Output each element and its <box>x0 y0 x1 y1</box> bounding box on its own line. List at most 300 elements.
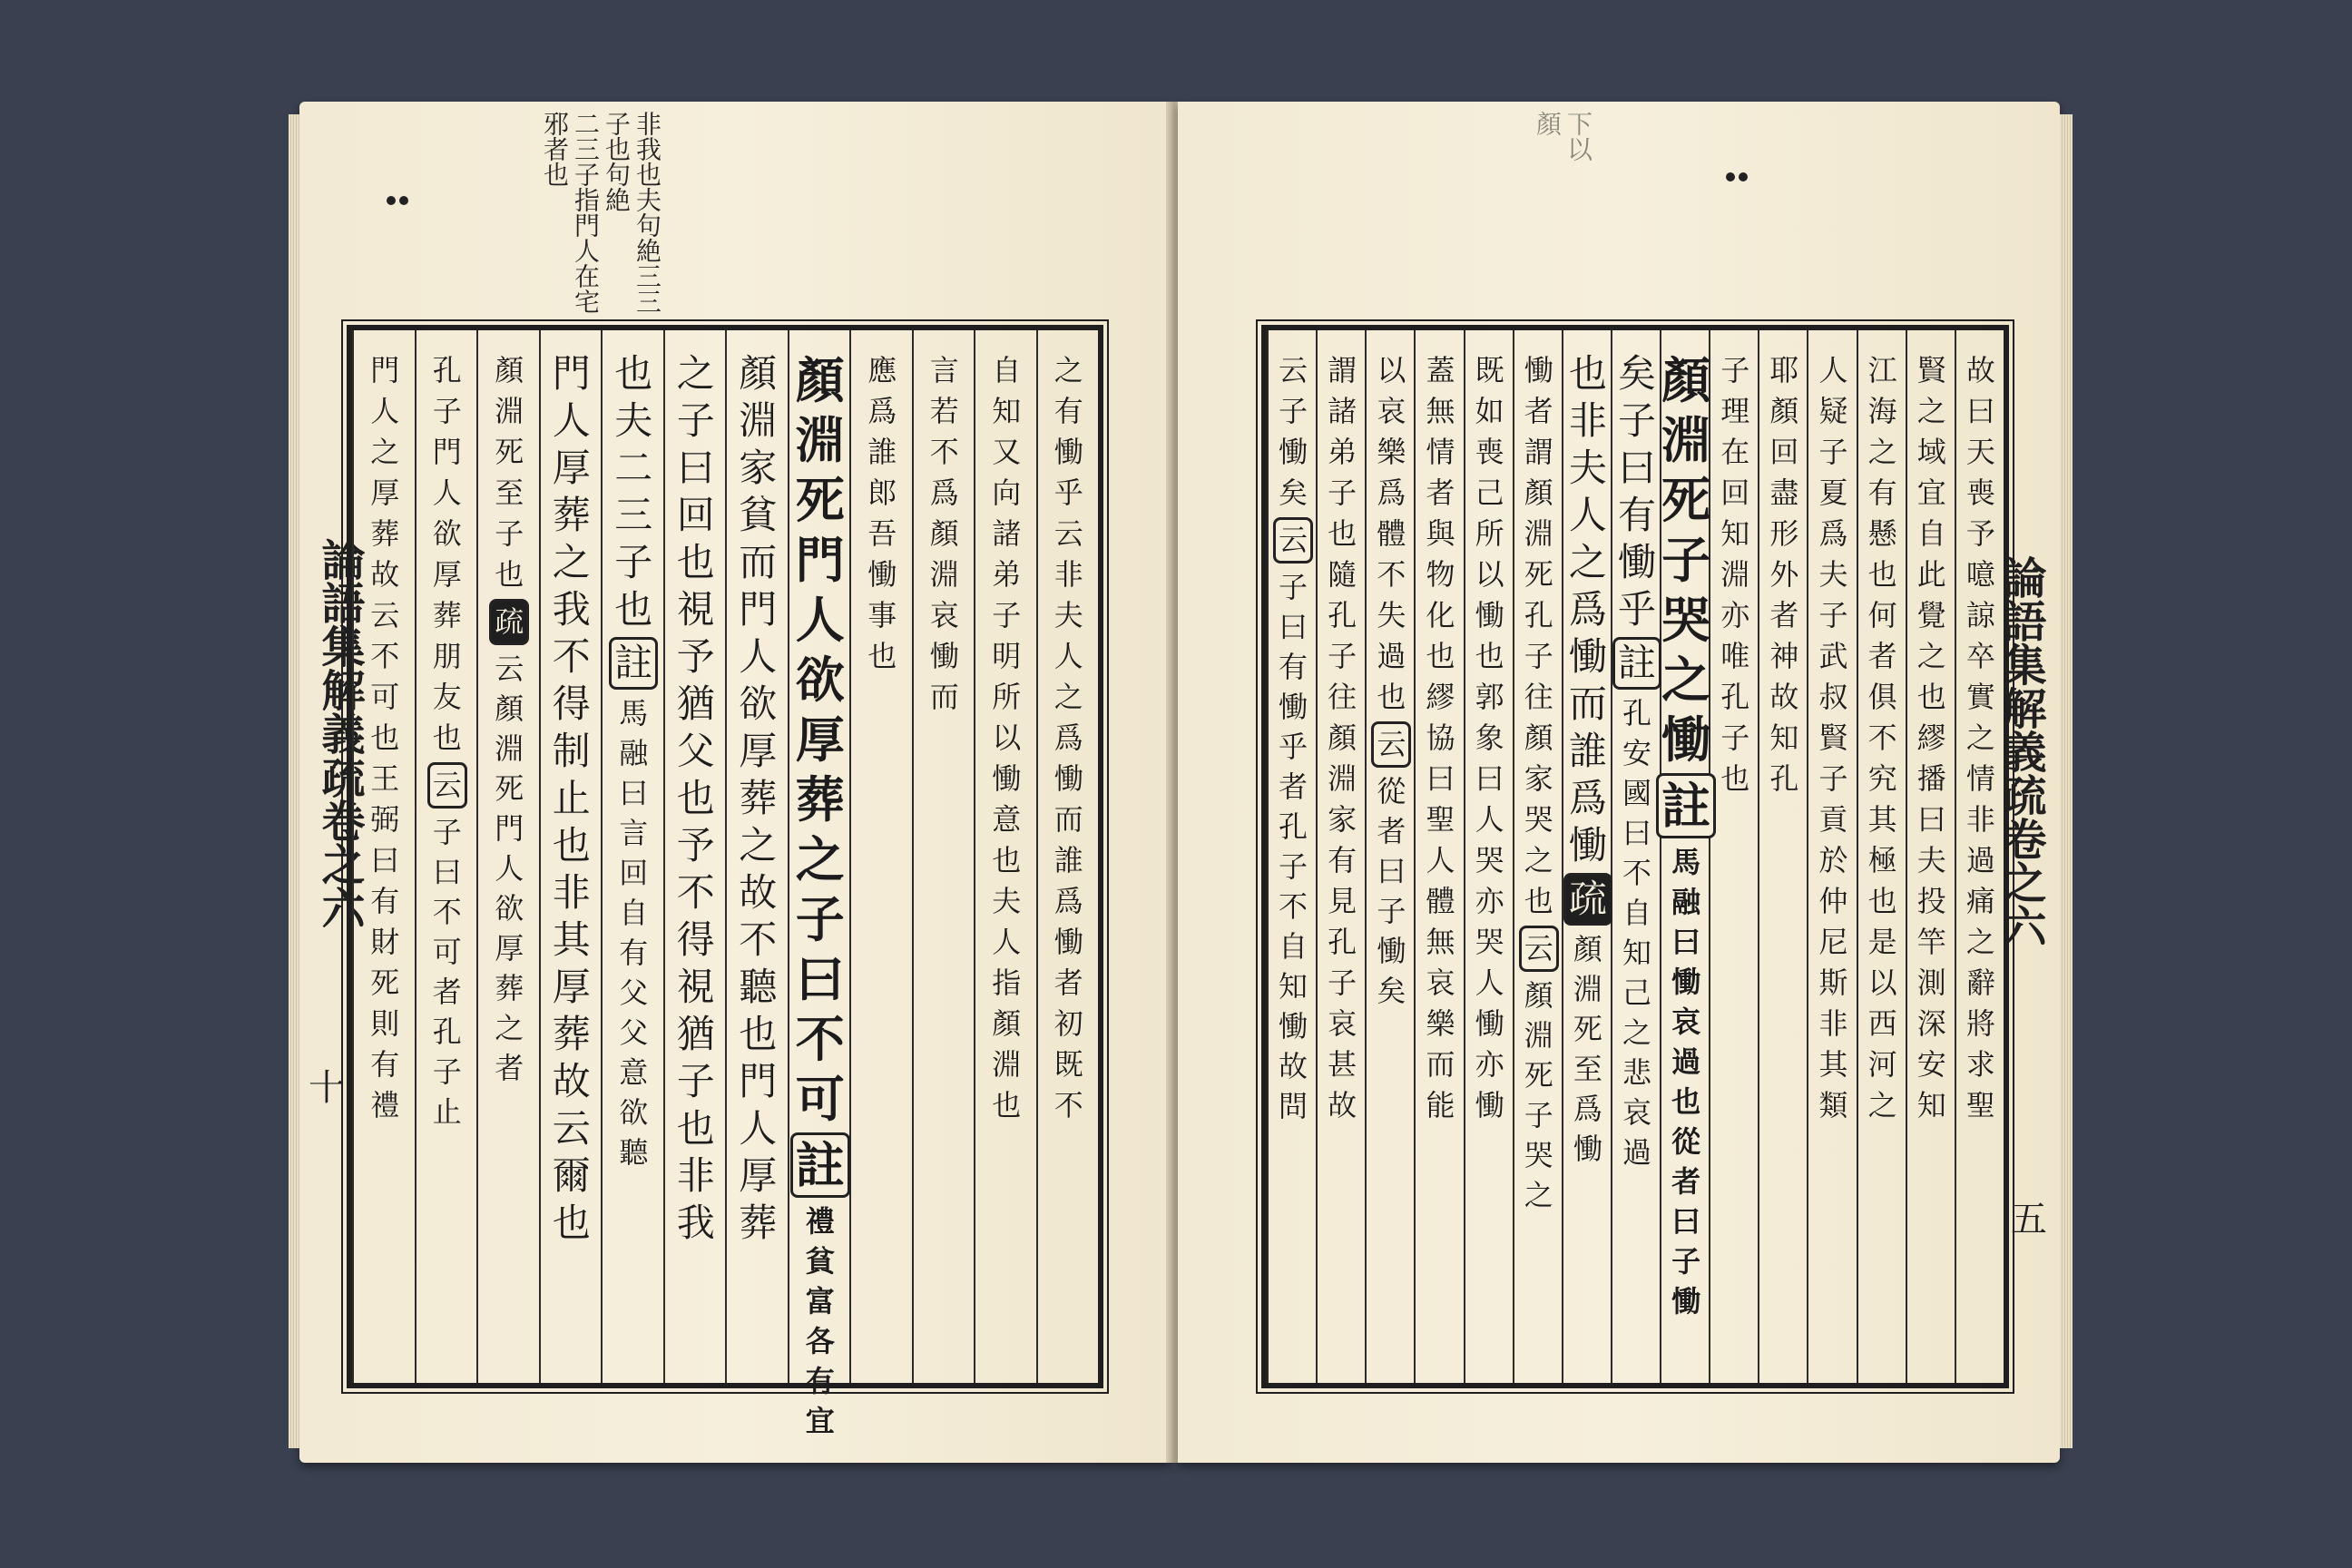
glyph: 人 <box>1054 639 1083 673</box>
glyph: 慟 <box>1568 634 1607 679</box>
glyph: 吾 <box>867 516 897 551</box>
glyph: 厚 <box>370 475 400 510</box>
glyph: 慟 <box>867 557 897 592</box>
text-column <box>1365 330 1416 1383</box>
glyph: 淵 <box>739 398 778 443</box>
commentary-marker: 註 <box>609 637 658 690</box>
text-column <box>476 330 541 1383</box>
book-spread <box>299 102 2060 1463</box>
glyph: 人 <box>795 591 845 649</box>
commentary-marker: 註 <box>790 1132 850 1198</box>
glyph: 自 <box>1279 929 1308 964</box>
glyph: 既 <box>1054 1047 1083 1082</box>
glyph: 盡 <box>1769 475 1799 510</box>
glyph: 悲 <box>1622 1055 1651 1090</box>
glyph: 也 <box>1524 884 1553 918</box>
glyph: 顏 <box>739 351 778 396</box>
glyph: 從 <box>1377 774 1406 808</box>
glyph: 爲 <box>1818 516 1848 551</box>
glyph: 江 <box>1867 353 1897 387</box>
margin-note-right <box>1532 111 1593 256</box>
glyph: 也 <box>614 351 653 396</box>
text-column <box>1709 330 1759 1383</box>
glyph: 尼 <box>1818 925 1848 959</box>
glyph: 矣 <box>1279 475 1308 510</box>
glyph: 子 <box>1328 475 1357 510</box>
glyph: 故 <box>1965 353 1995 387</box>
glyph: 以 <box>992 720 1022 755</box>
glyph: 子 <box>432 1054 462 1089</box>
glyph: 有 <box>1054 394 1083 428</box>
glyph: 辭 <box>1965 965 1995 1000</box>
glyph: 子 <box>614 540 653 584</box>
glyph: 曰 <box>1279 610 1308 644</box>
glyph: 曰 <box>1475 761 1504 796</box>
glyph: 淵 <box>495 394 524 428</box>
glyph: 夫 <box>992 884 1022 918</box>
glyph: 淵 <box>1661 411 1711 469</box>
margin-note-line: 子也句絶 <box>602 111 632 212</box>
glyph: 制 <box>552 729 591 773</box>
glyph: 亦 <box>1475 1047 1504 1082</box>
glyph: 知 <box>1769 720 1799 755</box>
glyph: 子 <box>676 398 715 443</box>
text-column <box>1513 330 1563 1383</box>
glyph: 乎 <box>1617 587 1656 632</box>
glyph: 自 <box>992 353 1022 387</box>
glyph: 之 <box>1054 680 1083 714</box>
text-column <box>1807 330 1857 1383</box>
margin-note-line: 下以 <box>1563 111 1593 162</box>
glyph: 武 <box>1818 639 1848 673</box>
glyph: 富 <box>805 1284 835 1318</box>
glyph: 有 <box>1279 650 1308 684</box>
glyph: 子 <box>1818 435 1848 469</box>
glyph: 無 <box>1426 394 1455 428</box>
edge-page-number: 五 <box>2011 1199 2047 1240</box>
glyph: 哭 <box>1475 925 1504 959</box>
glyph: 厚 <box>495 931 524 965</box>
glyph: 之 <box>1054 353 1083 387</box>
glyph: 噫 <box>1965 557 1995 592</box>
text-column <box>352 330 416 1383</box>
glyph: 應 <box>867 353 897 387</box>
glyph: 海 <box>1867 394 1897 428</box>
glyph: 子 <box>1328 965 1357 1000</box>
glyph: 之 <box>370 435 400 469</box>
glyph: 也 <box>614 587 653 632</box>
text-column <box>912 330 976 1383</box>
margin-note-line: 二三子指門人在宅 <box>571 111 601 314</box>
glyph: 王 <box>370 761 400 796</box>
text-column <box>788 330 852 1438</box>
glyph: 聽 <box>739 965 778 1009</box>
glyph: 求 <box>1965 1047 1995 1082</box>
glyph: 欲 <box>739 681 778 726</box>
glyph: 予 <box>676 634 715 679</box>
glyph: 國 <box>1622 776 1651 810</box>
glyph: 域 <box>1916 435 1946 469</box>
glyph: 謂 <box>1328 353 1357 387</box>
glyph: 之 <box>1867 1088 1897 1122</box>
glyph: 弟 <box>1328 435 1357 469</box>
glyph: 二 <box>614 446 653 490</box>
glyph: 死 <box>1661 471 1711 529</box>
page-edge-stack <box>2060 114 2073 1448</box>
glyph: 往 <box>1524 680 1553 714</box>
glyph: 叔 <box>1818 680 1848 714</box>
glyph: 葬 <box>552 1012 591 1056</box>
glyph: 曰 <box>432 855 462 889</box>
glyph: 夫 <box>614 398 653 443</box>
glyph: 爾 <box>552 1153 591 1198</box>
glyph: 問 <box>1279 1089 1308 1123</box>
glyph: 弼 <box>370 802 400 837</box>
glyph: 夫 <box>1568 446 1607 490</box>
glyph: 慟 <box>992 761 1022 796</box>
glyph: 非 <box>552 870 591 915</box>
glyph: 究 <box>1867 761 1897 796</box>
glyph: 象 <box>1475 720 1504 755</box>
ink-dot <box>1739 172 1748 181</box>
glyph: 淵 <box>929 557 959 592</box>
glyph: 予 <box>676 823 715 867</box>
glyph: 非 <box>676 1153 715 1198</box>
glyph: 人 <box>370 394 400 428</box>
glyph: 而 <box>1426 1047 1455 1082</box>
glyph: 融 <box>619 736 649 770</box>
glyph: 失 <box>1377 598 1406 632</box>
glyph: 慟 <box>1573 1132 1602 1166</box>
glyph: 哭 <box>1661 591 1711 649</box>
glyph: 淵 <box>1328 761 1357 796</box>
glyph: 測 <box>1916 965 1946 1000</box>
glyph: 顏 <box>495 353 524 387</box>
commentary-marker: 云 <box>1273 517 1313 564</box>
margin-note-line: 非我也夫句絶三三 <box>632 111 662 314</box>
glyph: 淵 <box>992 1047 1022 1082</box>
glyph: 協 <box>1426 720 1455 755</box>
glyph: 知 <box>992 394 1022 428</box>
glyph: 哭 <box>1524 802 1553 837</box>
glyph: 也 <box>552 1200 591 1245</box>
glyph: 故 <box>739 870 778 915</box>
glyph: 子 <box>1818 598 1848 632</box>
glyph: 不 <box>1377 557 1406 592</box>
glyph: 非 <box>1965 802 1995 837</box>
glyph: 不 <box>676 870 715 915</box>
glyph: 河 <box>1867 1047 1897 1082</box>
glyph: 不 <box>370 639 400 673</box>
text-column <box>415 330 479 1383</box>
glyph: 孔 <box>432 353 462 387</box>
glyph: 爲 <box>1568 776 1607 820</box>
glyph: 顏 <box>1328 720 1357 755</box>
edge-book-title: 論語集解義疏卷之六 <box>1995 555 2046 947</box>
glyph: 顏 <box>1661 351 1711 409</box>
glyph: 也 <box>1916 680 1946 714</box>
glyph: 子 <box>1818 761 1848 796</box>
glyph: 極 <box>1867 843 1897 877</box>
glyph: 與 <box>1426 516 1455 551</box>
glyph: 融 <box>1671 885 1701 919</box>
text-column <box>601 330 665 1383</box>
glyph: 三 <box>614 493 653 537</box>
glyph: 乎 <box>1054 475 1083 510</box>
glyph: 門 <box>795 531 845 589</box>
glyph: 淵 <box>1524 1018 1553 1053</box>
glyph: 西 <box>1867 1006 1897 1041</box>
glyph: 言 <box>929 353 959 387</box>
right-page <box>1178 102 2060 1463</box>
glyph: 也 <box>1426 639 1455 673</box>
glyph: 宜 <box>805 1404 835 1438</box>
glyph: 既 <box>1475 353 1504 387</box>
glyph: 者 <box>1279 769 1308 804</box>
glyph: 子 <box>1671 1244 1701 1279</box>
glyph: 云 <box>1054 516 1083 551</box>
glyph: 諸 <box>1328 394 1357 428</box>
glyph: 可 <box>432 935 462 969</box>
text-column <box>1955 330 2005 1383</box>
glyph: 之 <box>739 823 778 867</box>
glyph: 其 <box>552 917 591 962</box>
glyph: 也 <box>1867 557 1897 592</box>
glyph: 言 <box>619 816 649 850</box>
glyph: 也 <box>676 1106 715 1151</box>
glyph: 俱 <box>1867 680 1897 714</box>
glyph: 安 <box>1916 1047 1946 1082</box>
glyph: 也 <box>1377 680 1406 714</box>
glyph: 也 <box>1720 761 1750 796</box>
glyph: 也 <box>495 557 524 592</box>
glyph: 意 <box>619 1055 649 1090</box>
glyph: 所 <box>1475 516 1504 551</box>
glyph: 欲 <box>619 1095 649 1130</box>
glyph: 也 <box>370 720 400 755</box>
glyph: 初 <box>1054 1006 1083 1041</box>
glyph: 淵 <box>495 731 524 766</box>
glyph: 至 <box>1573 1052 1602 1086</box>
glyph: 安 <box>1622 736 1651 770</box>
glyph: 己 <box>1622 975 1651 1010</box>
glyph: 人 <box>1426 843 1455 877</box>
glyph: 禮 <box>805 1204 835 1239</box>
glyph: 厚 <box>795 710 845 769</box>
text-column <box>1906 330 1956 1383</box>
glyph: 體 <box>1426 884 1455 918</box>
glyph: 又 <box>992 435 1022 469</box>
glyph: 謂 <box>1524 435 1553 469</box>
glyph: 投 <box>1916 884 1946 918</box>
glyph: 死 <box>795 471 845 529</box>
glyph: 不 <box>432 895 462 929</box>
glyph: 弟 <box>992 557 1022 592</box>
glyph: 慟 <box>1054 925 1083 959</box>
glyph: 顏 <box>929 516 959 551</box>
glyph: 有 <box>1867 475 1897 510</box>
glyph: 人 <box>1568 493 1607 537</box>
glyph: 孔 <box>432 1014 462 1049</box>
glyph: 爲 <box>1054 720 1083 755</box>
glyph: 孔 <box>1769 761 1799 796</box>
glyph: 人 <box>1818 353 1848 387</box>
glyph: 孔 <box>1524 598 1553 632</box>
glyph: 理 <box>1720 394 1750 428</box>
text-column <box>1562 330 1612 1383</box>
glyph: 不 <box>1867 720 1897 755</box>
glyph: 孔 <box>1279 809 1308 844</box>
glyph: 葬 <box>495 971 524 1005</box>
glyph: 慟 <box>1279 435 1308 469</box>
glyph: 人 <box>1475 965 1504 1000</box>
commentary-marker: 註 <box>1656 773 1716 838</box>
glyph: 夫 <box>1818 557 1848 592</box>
glyph: 顏 <box>1524 978 1553 1013</box>
commentary-marker: 註 <box>1612 637 1661 690</box>
glyph: 神 <box>1769 639 1799 673</box>
glyph: 樂 <box>1426 1006 1455 1041</box>
glyph: 子 <box>1524 639 1553 673</box>
glyph: 之 <box>1568 540 1607 584</box>
glyph: 自 <box>1916 516 1946 551</box>
glyph: 顏 <box>1769 394 1799 428</box>
glyph: 矣 <box>1617 351 1656 396</box>
glyph: 曰 <box>1916 802 1946 837</box>
left-page <box>299 102 1171 1463</box>
glyph: 厚 <box>739 1153 778 1198</box>
ink-dot <box>1726 172 1735 181</box>
glyph: 慟 <box>1617 540 1656 584</box>
glyph: 子 <box>432 815 462 849</box>
text-column <box>1758 330 1808 1383</box>
glyph: 禮 <box>370 1088 400 1122</box>
glyph: 體 <box>1377 516 1406 551</box>
glyph: 非 <box>1054 557 1083 592</box>
glyph: 不 <box>1054 1088 1083 1122</box>
text-column <box>663 330 728 1383</box>
glyph: 曰 <box>1426 761 1455 796</box>
glyph: 云 <box>1279 353 1308 387</box>
glyph: 故 <box>1279 1049 1308 1083</box>
glyph: 喪 <box>1965 475 1995 510</box>
glyph: 之 <box>1661 651 1711 709</box>
glyph: 孔 <box>1622 696 1651 730</box>
glyph: 者 <box>1671 1164 1701 1199</box>
glyph: 之 <box>1965 720 1995 755</box>
glyph: 止 <box>432 1094 462 1129</box>
glyph: 云 <box>552 1106 591 1151</box>
glyph: 自 <box>619 896 649 930</box>
glyph: 是 <box>1867 925 1897 959</box>
glyph: 聽 <box>619 1135 649 1170</box>
glyph: 者 <box>1426 475 1455 510</box>
glyph: 夫 <box>1054 598 1083 632</box>
glyph: 淵 <box>1573 972 1602 1006</box>
glyph: 父 <box>676 729 715 773</box>
glyph: 深 <box>1916 1006 1946 1041</box>
text-frame-left <box>347 325 1103 1438</box>
glyph: 之 <box>1622 1015 1651 1050</box>
glyph: 曰 <box>1671 1204 1701 1239</box>
glyph: 唯 <box>1720 639 1750 673</box>
glyph: 外 <box>1769 557 1799 592</box>
glyph: 子 <box>795 890 845 948</box>
glyph: 聖 <box>1965 1088 1995 1122</box>
glyph: 誰 <box>867 435 897 469</box>
glyph: 慟 <box>1279 1009 1308 1044</box>
glyph: 視 <box>676 587 715 632</box>
glyph: 意 <box>992 802 1022 837</box>
glyph: 回 <box>676 493 715 537</box>
glyph: 也 <box>1671 1084 1701 1119</box>
glyph: 子 <box>1524 1098 1553 1132</box>
glyph: 慟 <box>1568 823 1607 867</box>
text-column <box>539 330 603 1383</box>
glyph: 夫 <box>1916 843 1946 877</box>
glyph: 過 <box>1671 1044 1701 1079</box>
glyph: 慟 <box>1475 1006 1504 1041</box>
glyph: 顏 <box>992 1006 1022 1041</box>
glyph: 以 <box>1867 965 1897 1000</box>
glyph: 形 <box>1769 516 1799 551</box>
text-column <box>1414 330 1465 1383</box>
glyph: 哀 <box>1671 1004 1701 1039</box>
glyph: 若 <box>929 394 959 428</box>
glyph: 亦 <box>1720 598 1750 632</box>
glyph: 爲 <box>867 394 897 428</box>
glyph: 見 <box>1328 884 1357 918</box>
text-column <box>1660 330 1710 1383</box>
glyph: 葬 <box>370 516 400 551</box>
glyph: 之 <box>795 830 845 888</box>
glyph: 繆 <box>1916 720 1946 755</box>
glyph: 有 <box>805 1364 835 1398</box>
glyph: 故 <box>1328 1088 1357 1122</box>
glyph: 自 <box>1622 896 1651 930</box>
glyph: 慟 <box>1661 710 1711 769</box>
glyph: 過 <box>1377 639 1406 673</box>
glyph: 郭 <box>1475 680 1504 714</box>
glyph: 我 <box>552 587 591 632</box>
glyph: 厚 <box>552 965 591 1009</box>
glyph: 家 <box>739 446 778 490</box>
glyph: 曰 <box>1377 854 1406 888</box>
glyph: 人 <box>495 851 524 886</box>
glyph: 以 <box>1475 557 1504 592</box>
glyph: 門 <box>495 811 524 846</box>
glyph: 淵 <box>1524 516 1553 551</box>
glyph: 賢 <box>1818 720 1848 755</box>
glyph: 厚 <box>432 557 462 592</box>
glyph: 馬 <box>1671 845 1701 879</box>
glyph: 人 <box>739 634 778 679</box>
margin-note-line: 顏 <box>1533 111 1563 136</box>
glyph: 實 <box>1965 680 1995 714</box>
glyph: 於 <box>1818 843 1848 877</box>
glyph: 不 <box>1622 856 1651 890</box>
glyph: 郎 <box>867 475 897 510</box>
glyph: 過 <box>1965 843 1995 877</box>
glyph: 慟 <box>1524 353 1553 387</box>
glyph: 顏 <box>495 691 524 726</box>
ink-dot <box>387 196 396 205</box>
glyph: 慟 <box>1671 965 1701 999</box>
glyph: 死 <box>495 435 524 469</box>
glyph: 竿 <box>1916 925 1946 959</box>
glyph: 者 <box>1867 639 1897 673</box>
glyph: 子 <box>495 516 524 551</box>
